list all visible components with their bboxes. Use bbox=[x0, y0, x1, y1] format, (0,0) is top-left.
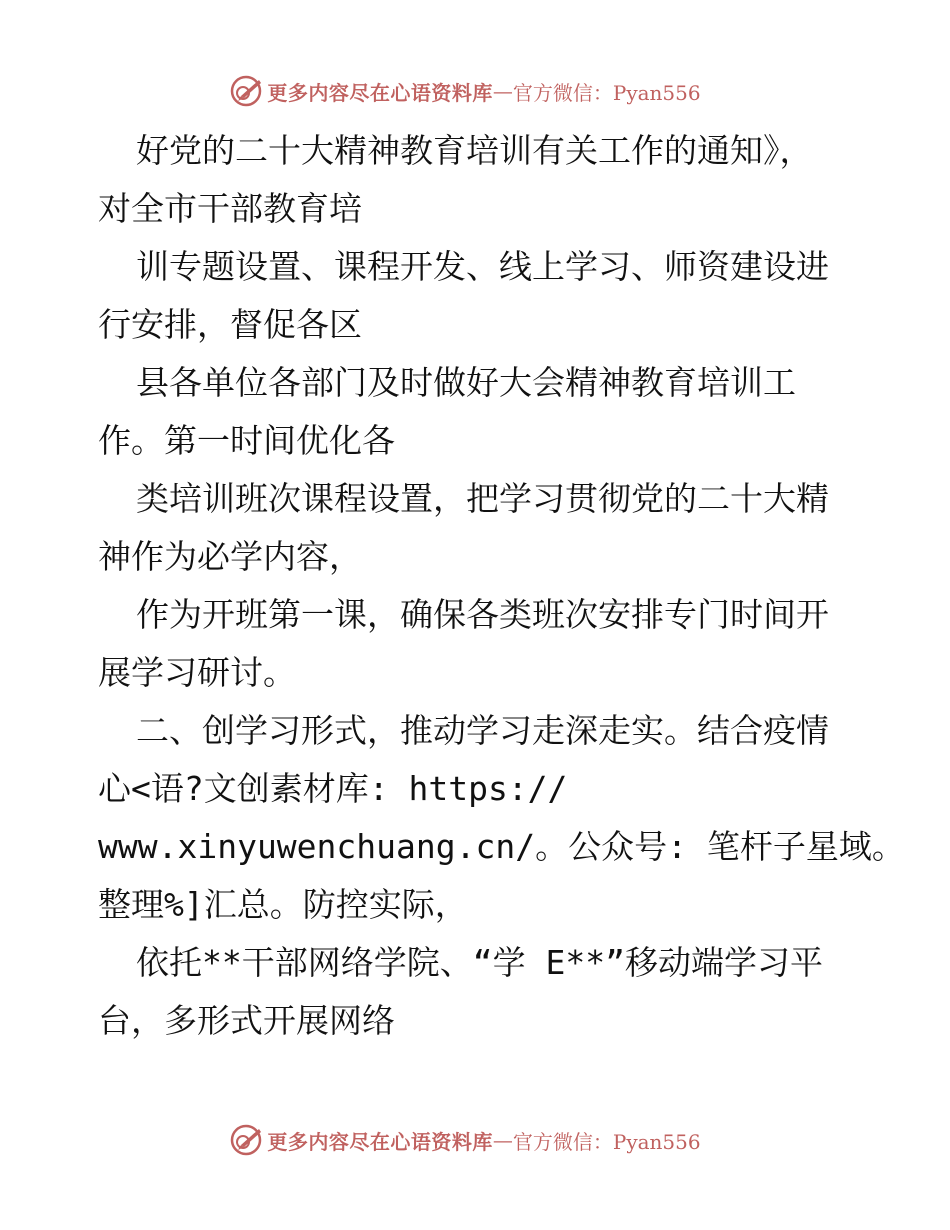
text-line: 作。第一时间优化各 bbox=[98, 421, 395, 460]
text-line: 心<语?文创素材库: https:// bbox=[98, 769, 568, 808]
text-line: 依托**干部网络学院、“学 E**”移动端学习平 bbox=[136, 943, 823, 982]
logo-icon bbox=[229, 1123, 263, 1157]
footer-contact: 官方微信：Pyan556 bbox=[512, 1129, 701, 1154]
text-line: 整理%]汇总。防控实际， bbox=[98, 885, 468, 924]
document-body bbox=[98, 122, 905, 1050]
header-title: 更多内容尽在心语资料库 bbox=[267, 80, 493, 105]
text-line: 作为开班第一课，确保各类班次安排专门时间开 bbox=[136, 595, 829, 634]
footer-dash: — bbox=[492, 1128, 513, 1152]
text-line: 台，多形式开展网络 bbox=[98, 1001, 395, 1040]
text-line: 类培训班次课程设置，把学习贯彻党的二十大精 bbox=[136, 479, 829, 518]
text-line: 神作为必学内容， bbox=[98, 537, 362, 576]
text-line: www.xinyuwenchuang.cn/。公众号: 笔杆子星域。 bbox=[98, 827, 905, 866]
text-line: 训专题设置、课程开发、线上学习、师资建设进 bbox=[136, 247, 829, 286]
header-banner bbox=[0, 71, 950, 111]
text-line: 县各单位各部门及时做好大会精神教育培训工 bbox=[136, 363, 796, 402]
footer-title: 更多内容尽在心语资料库 bbox=[267, 1129, 493, 1154]
header-contact: 官方微信：Pyan556 bbox=[512, 80, 701, 105]
logo-icon bbox=[229, 74, 263, 108]
header-dash: — bbox=[492, 79, 513, 103]
text-line: 好党的二十大精神教育培训有关工作的通知》， bbox=[136, 131, 813, 170]
text-line: 对全市干部教育培 bbox=[98, 189, 362, 228]
footer-banner bbox=[0, 1120, 950, 1160]
text-line: 展学习研讨。 bbox=[98, 653, 296, 692]
text-line: 二、创学习形式，推动学习走深走实。结合疫情 bbox=[136, 711, 829, 750]
text-line: 行安排，督促各区 bbox=[98, 305, 362, 344]
